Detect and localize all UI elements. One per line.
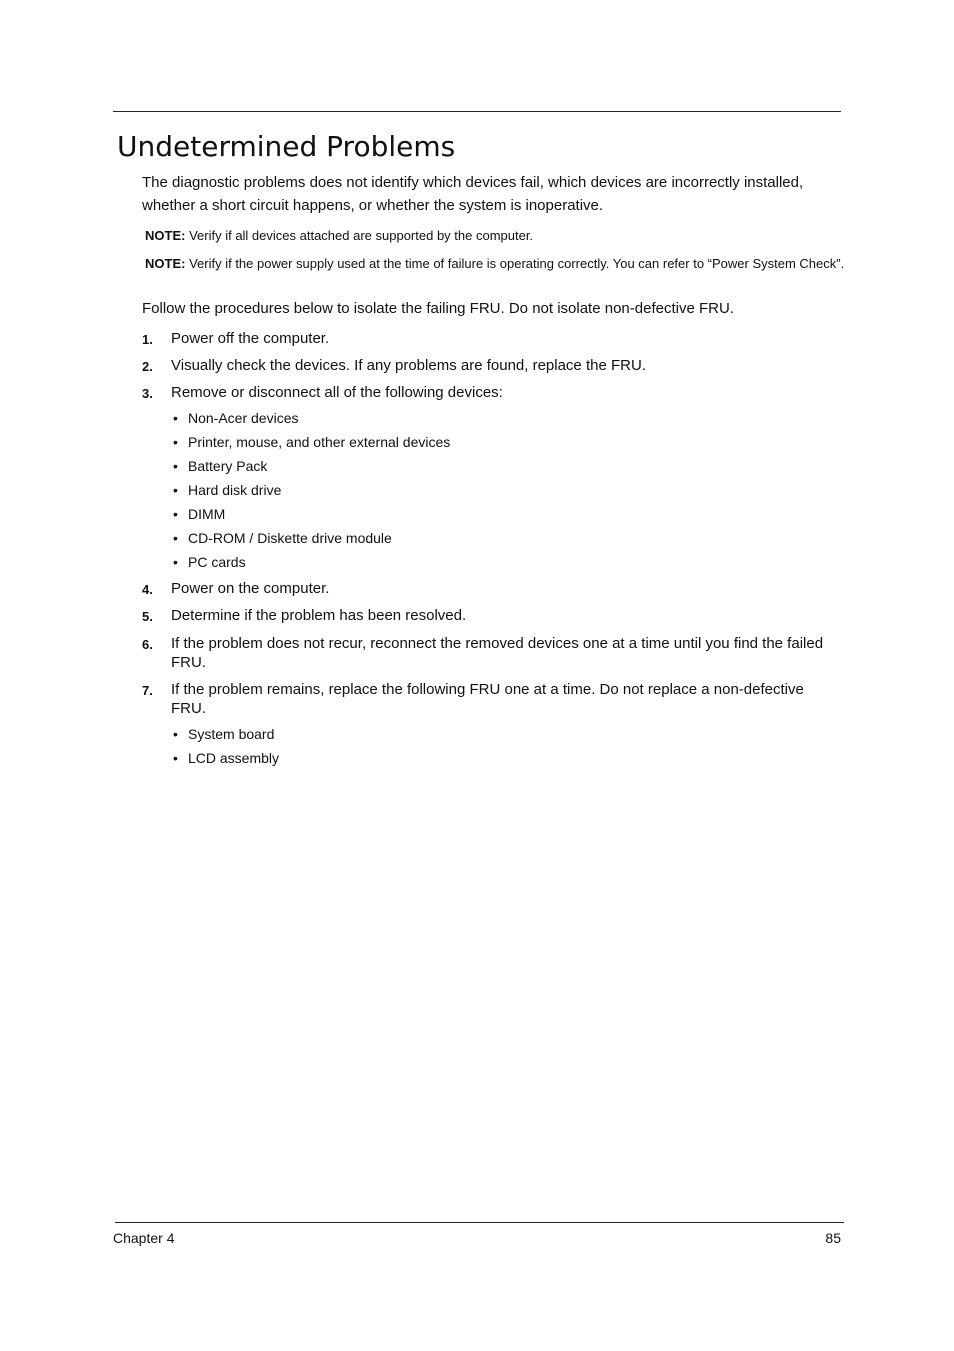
bullet-icon: •: [173, 410, 178, 426]
page-title: Undetermined Problems: [117, 130, 456, 163]
device-label: CD-ROM / Diskette drive module: [188, 530, 392, 546]
note-power-supply: [145, 255, 874, 272]
step-2: [142, 356, 842, 375]
step-number: 7.: [142, 683, 153, 698]
step-number: 1.: [142, 332, 153, 347]
device-item: [173, 505, 225, 523]
step-text: Determine if the problem has been resolved.: [171, 607, 467, 624]
step-text: If the problem remains, replace the following FRU one at a time. Do not replace a non-defective FRU.: [171, 681, 804, 717]
device-item: [173, 553, 246, 571]
step-6: [142, 634, 842, 672]
step-number: 5.: [142, 609, 153, 624]
step-text: Power off the computer.: [171, 330, 330, 347]
device-label: Non-Acer devices: [188, 410, 299, 426]
note-text: Verify if the power supply used at the time of failure is operating correctly. You can refer to “Power System Check”.: [189, 256, 845, 271]
fru-label: LCD assembly: [188, 750, 280, 766]
note-text: Verify if all devices attached are supported by the computer.: [189, 228, 534, 243]
bullet-icon: •: [173, 458, 178, 474]
device-item: [173, 481, 281, 499]
fru-item: [173, 725, 274, 743]
device-label: Hard disk drive: [188, 482, 282, 498]
step-number: 2.: [142, 359, 153, 374]
device-label: Printer, mouse, and other external devices: [188, 434, 451, 450]
footer-chapter: Chapter 4: [113, 1230, 175, 1246]
device-label: Battery Pack: [188, 458, 268, 474]
note-label: NOTE:: [145, 256, 186, 271]
note-devices-supported: [145, 227, 874, 244]
step-text: Visually check the devices. If any problems are found, replace the FRU.: [171, 357, 646, 374]
bullet-icon: •: [173, 506, 178, 522]
intro-paragraph: The diagnostic problems does not identify which devices fail, which devices are incorrectly installed, whether a short circuit happens, or whether the system is inoperative.: [142, 174, 804, 214]
step-text: Remove or disconnect all of the following devices:: [171, 384, 503, 401]
step-5: [142, 606, 842, 625]
device-label: PC cards: [188, 554, 246, 570]
fru-item: [173, 749, 279, 767]
step-text: If the problem does not recur, reconnect the removed devices one at a time until you find the failed FRU.: [171, 635, 824, 671]
device-item: [173, 457, 267, 475]
step-text: Power on the computer.: [171, 580, 330, 597]
bullet-icon: •: [173, 750, 178, 766]
step-1: [142, 329, 842, 348]
step-number: 3.: [142, 386, 153, 401]
device-item: [173, 529, 392, 547]
step-3: [142, 383, 842, 402]
bullet-icon: •: [173, 482, 178, 498]
bullet-icon: •: [173, 726, 178, 742]
step-7: [142, 680, 842, 718]
bullet-icon: •: [173, 434, 178, 450]
bullet-icon: •: [173, 554, 178, 570]
procedure-intro: Follow the procedures below to isolate the failing FRU. Do not isolate non-defective FRU.: [142, 300, 734, 317]
note-label: NOTE:: [145, 228, 186, 243]
fru-label: System board: [188, 726, 275, 742]
footer-page-number: 85: [825, 1230, 841, 1246]
step-number: 4.: [142, 582, 153, 597]
bullet-icon: •: [173, 530, 178, 546]
device-item: [173, 433, 450, 451]
header-rule: [113, 111, 841, 112]
device-item: [173, 409, 299, 427]
device-label: DIMM: [188, 506, 226, 522]
step-4: [142, 579, 842, 598]
footer-rule: [115, 1222, 844, 1223]
step-number: 6.: [142, 637, 153, 652]
